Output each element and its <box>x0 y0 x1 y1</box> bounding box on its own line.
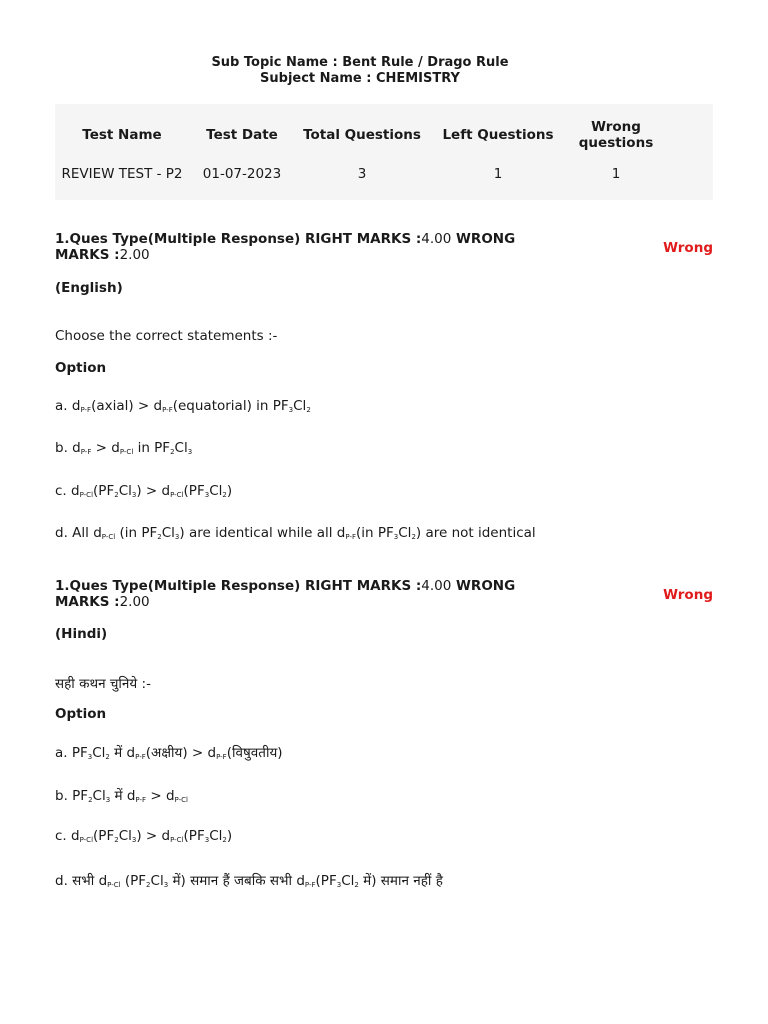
option-b: b. $PF_2Cl_3$ में $d_{P-F} > d_{P-Cl}$ <box>55 788 188 804</box>
question-stem: सही कथन चुनिये :- <box>55 676 151 692</box>
question-english <box>55 231 713 541</box>
option-c: c. $d_{P-Cl}(PF_2Cl_3) > d_{P-Cl}(PF_3Cl_2)$ <box>55 483 233 499</box>
value-wrong-questions: 1 <box>611 166 621 182</box>
summary-value-row <box>55 166 665 184</box>
subject-title: Subject Name : CHEMISTRY <box>260 71 460 86</box>
option-d: d. All $d_{P-Cl}$ (in $PF_2Cl_3$) are identical while all $d_{P-F}(in$ $PF_3Cl_2$) are not identical <box>55 525 536 541</box>
ques-type-label: 1.Ques Type(Multiple Response) RIGHT MARKS : <box>55 231 422 247</box>
option-label: Option <box>55 360 107 376</box>
option-label: Option <box>55 706 107 722</box>
header-wrong-questions: Wrong questions <box>578 119 654 151</box>
question-header <box>55 231 713 263</box>
question-header <box>55 578 713 610</box>
subtopic-title: Sub Topic Name : Bent Rule / Drago Rule <box>211 55 509 70</box>
value-total-questions: 3 <box>357 166 367 182</box>
status-badge: Wrong <box>663 240 713 256</box>
wrong-marks-label: WRONG MARKS : <box>55 231 516 263</box>
header-test-name: Test Name <box>82 127 162 143</box>
wrong-marks: 2.00 <box>119 594 150 610</box>
ques-type-label: 1.Ques Type(Multiple Response) RIGHT MARKS : <box>55 578 422 594</box>
wrong-marks: 2.00 <box>119 247 150 263</box>
language-label: (English) <box>55 280 123 296</box>
value-test-date: 01-07-2023 <box>202 166 282 182</box>
wrong-marks-label: WRONG MARKS : <box>55 578 516 610</box>
summary-header-row <box>55 104 665 166</box>
status-badge: Wrong <box>663 587 713 603</box>
header-total-questions: Total Questions <box>303 127 421 143</box>
header-left-questions: Left Questions <box>442 127 554 143</box>
option-c: c. $d_{P-Cl}(PF_2Cl_3) > d_{P-Cl}(PF_3Cl_2)$ <box>55 828 233 844</box>
header-test-date: Test Date <box>206 127 278 143</box>
right-marks: 4.00 <box>421 231 452 247</box>
value-left-questions: 1 <box>493 166 503 182</box>
option-a: a. $PF_3Cl_2$ में $d_{P-F}(अक्षीय)$ > $d_{P-F}(विषुवतीय)$ <box>55 745 283 761</box>
option-b: b. $d_{P-F} > d_{P-Cl}$ in $PF_2Cl_3$ <box>55 440 193 456</box>
value-test-name: REVIEW TEST - P2 <box>61 166 183 182</box>
page-header <box>0 55 720 87</box>
language-label: (Hindi) <box>55 626 108 642</box>
right-marks: 4.00 <box>421 578 452 594</box>
question-hindi <box>55 578 713 889</box>
option-a: a. $d_{P-F}(axial)$ > $d_{P-F}(equatorial)$ in $PF_3Cl_2$ <box>55 398 311 414</box>
summary-table <box>55 104 713 200</box>
question-stem: Choose the correct statements :- <box>55 328 278 344</box>
option-d: d. सभी $d_{P-Cl}$ ($PF_2Cl_3$ में) समान हैं जबकि सभी $d_{P-F}(PF_3Cl_2$ में) समान नहीं है <box>55 873 443 889</box>
